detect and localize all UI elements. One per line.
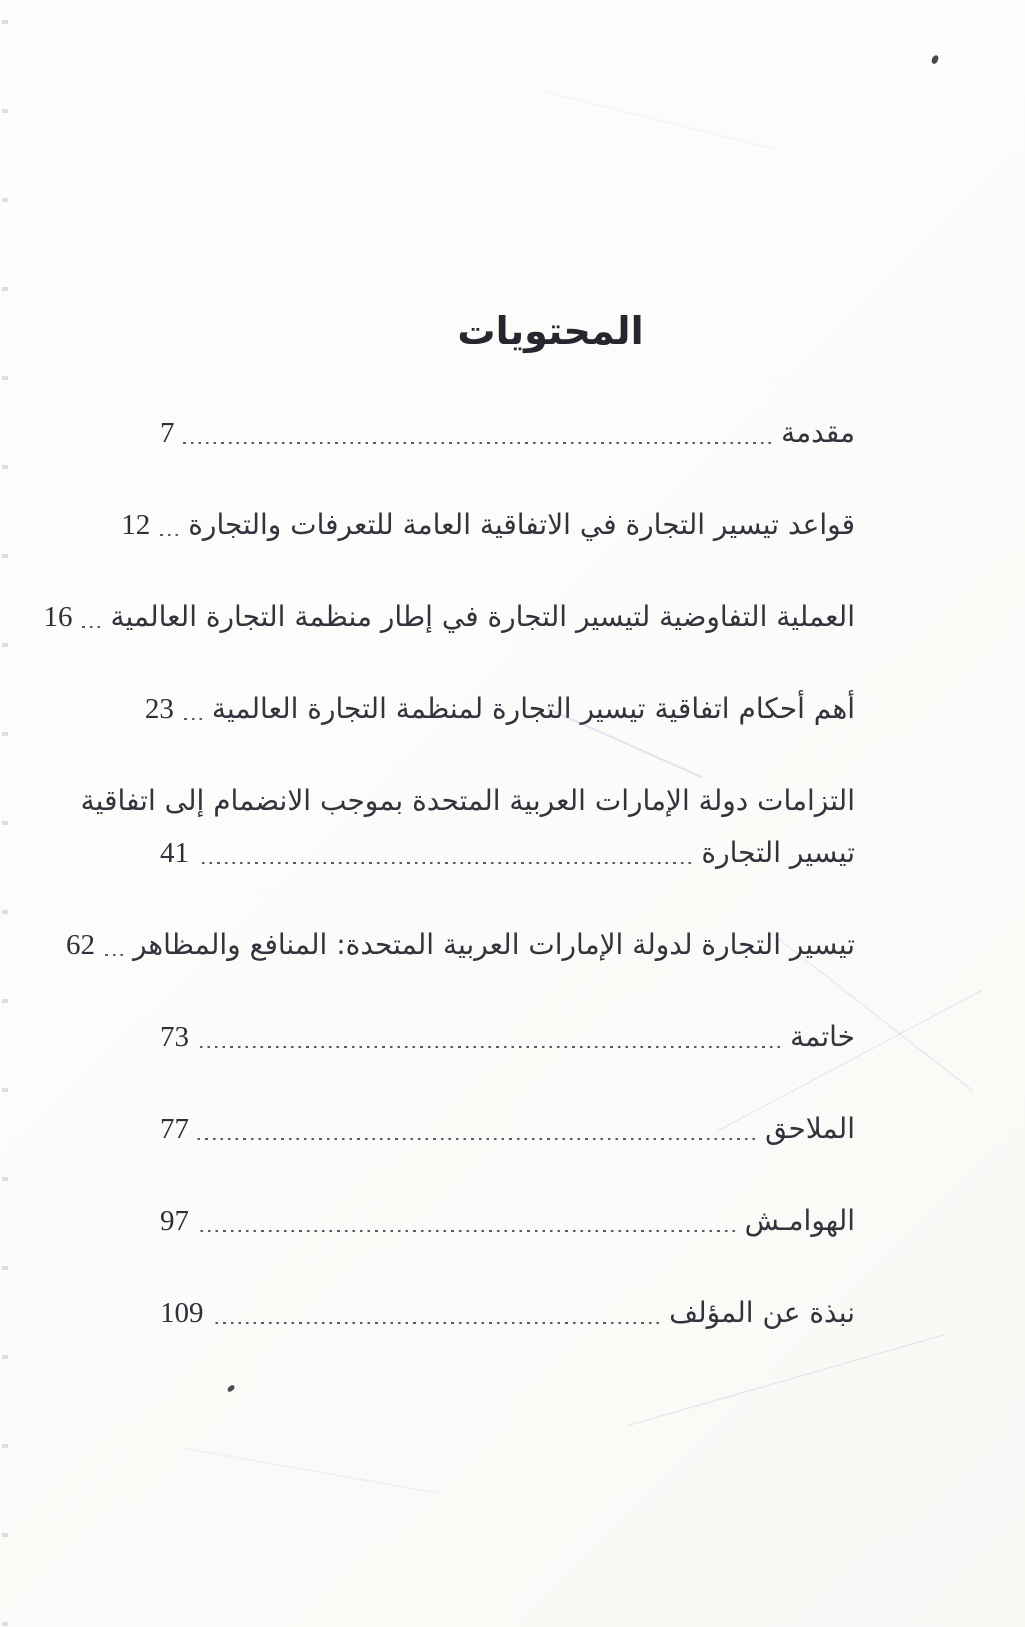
ink-speck (226, 1384, 235, 1393)
toc-page-number: 62 (65, 929, 95, 962)
page-title: المحتويات (457, 309, 644, 354)
dotted-leader (80, 626, 100, 629)
toc-entry-title: تيسير التجارة (701, 836, 855, 870)
toc-entry-title: مقدمة (781, 416, 855, 450)
toc-entry-title: الهوامـش (744, 1204, 855, 1238)
toc-entry (144, 688, 855, 730)
dotted-leader (182, 718, 202, 721)
toc-entry-line (80, 780, 855, 822)
dotted-leader (103, 954, 123, 957)
toc-entry (160, 1292, 855, 1334)
toc-entry-title: تيسير التجارة لدولة الإمارات العربية المتحدة: المنافع والمظاهر (132, 928, 855, 962)
dotted-leader (183, 442, 772, 445)
dotted-leader (212, 1322, 660, 1325)
toc-entry (43, 596, 855, 638)
toc-page-number: 41 (160, 837, 189, 870)
toc-entry-title: أهم أحكام اتفاقية تيسير التجارة لمنظمة التجارة العالمية (211, 692, 855, 726)
toc-page-number: 109 (160, 1297, 204, 1330)
toc-entry-title: الملاحق (765, 1112, 855, 1146)
toc-entry-title: نبذة عن المؤلف (669, 1296, 855, 1330)
toc-page-number: 16 (43, 601, 73, 634)
dotted-leader (197, 1138, 755, 1141)
toc-page-number: 77 (160, 1113, 189, 1146)
toc-entry (160, 1016, 855, 1058)
paper-crease (182, 1447, 438, 1493)
toc-entry (121, 504, 855, 546)
toc-entry (65, 924, 855, 966)
dotted-leader (197, 862, 691, 865)
dotted-leader (197, 1230, 735, 1233)
ink-speck (931, 54, 939, 64)
toc-page-number: 23 (144, 693, 174, 726)
toc-entry-title: التزامات دولة الإمارات العربية المتحدة بموجب الانضمام إلى اتفاقية (80, 784, 855, 818)
page-edge-binding-marks (2, 20, 8, 1627)
toc-page-number: 12 (121, 509, 151, 542)
paper-crease (543, 91, 776, 150)
toc-page-number: 7 (160, 417, 175, 450)
dotted-leader (197, 1046, 780, 1049)
toc-entry (160, 832, 855, 874)
toc-entry-title: خاتمة (790, 1020, 855, 1054)
paper-crease (626, 1335, 944, 1427)
toc-page-number: 73 (160, 1021, 189, 1054)
toc-entry (160, 1200, 855, 1242)
toc-list (43, 412, 855, 1334)
toc-page-number: 97 (160, 1205, 189, 1238)
toc-entry-title: قواعد تيسير التجارة في الاتفاقية العامة للتعرفات والتجارة (188, 508, 855, 542)
dotted-leader (158, 534, 178, 537)
toc-entry (160, 412, 855, 454)
toc-entry (160, 1108, 855, 1150)
toc-entry-title: العملية التفاوضية لتيسير التجارة في إطار منظمة التجارة العالمية (110, 600, 855, 634)
